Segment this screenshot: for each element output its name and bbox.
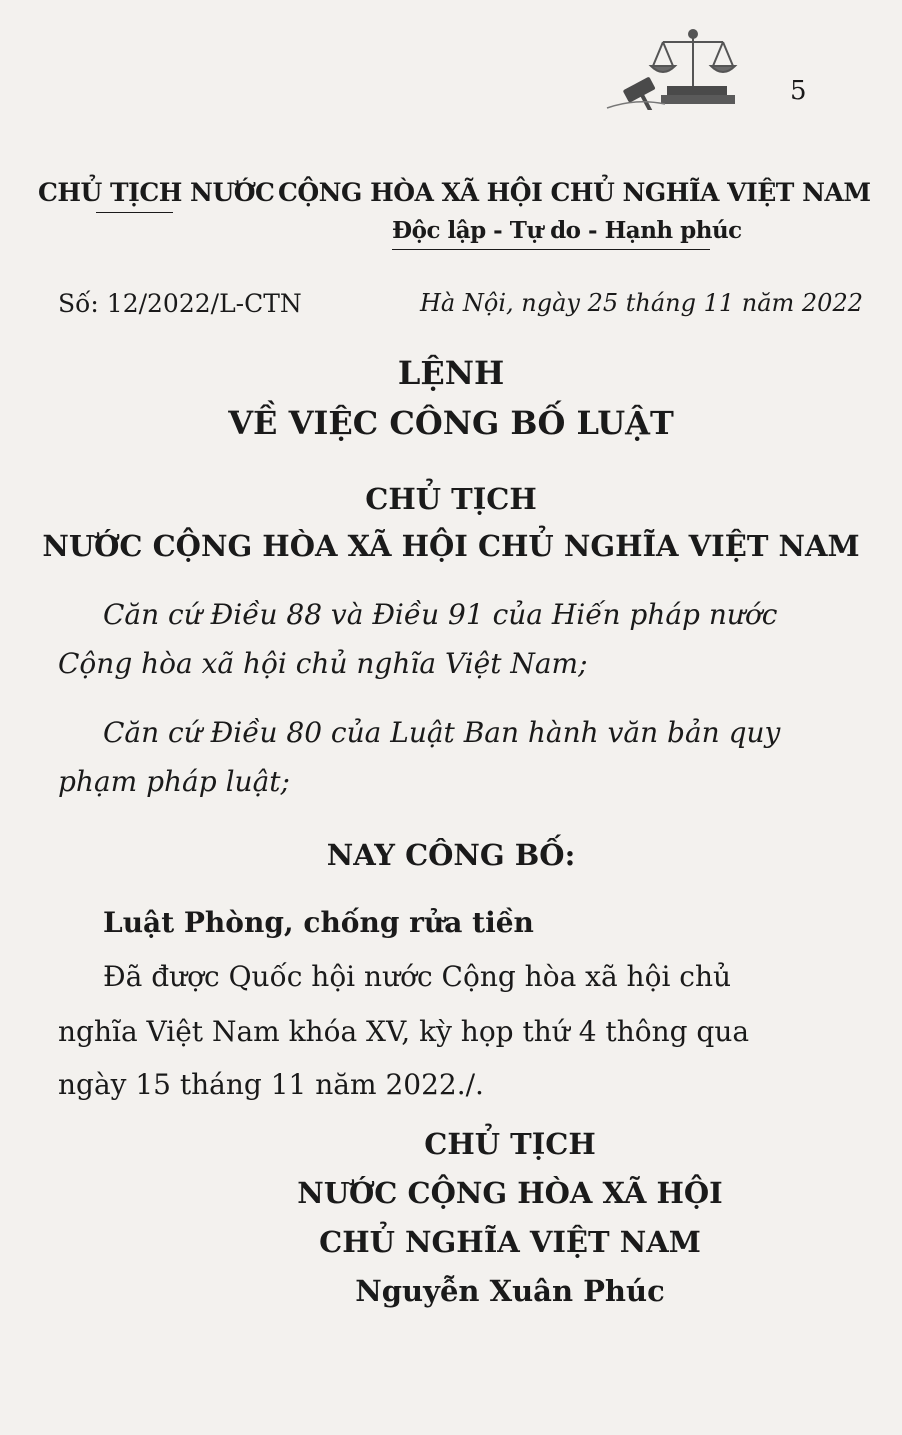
basis-paragraph-1: Căn cứ Điều 88 và Điều 91 của Hiến pháp nước (103, 598, 778, 631)
law-name: Luật Phòng, chống rửa tiền (103, 906, 534, 939)
basis-paragraph-1-cont: Cộng hòa xã hội chủ nghĩa Việt Nam; (58, 647, 588, 680)
national-motto: Độc lập - Tự do - Hạnh phúc (392, 217, 742, 244)
signer-title: CHỦ TỊCH (424, 1127, 596, 1161)
scales-and-gavel-icon (605, 28, 765, 110)
document-type: LỆNH (397, 354, 505, 392)
announcement-heading: NAY CÔNG BỐ: (326, 838, 576, 872)
issuer-nation: NƯỚC CỘNG HÒA XÃ HỘI CHỦ NGHĨA VIỆT NAM (42, 529, 860, 563)
national-title: CỘNG HÒA XÃ HỘI CHỦ NGHĨA VIỆT NAM (278, 178, 871, 207)
passage-line: ngày 15 tháng 11 năm 2022./. (58, 1068, 484, 1101)
document-title: VỀ VIỆC CÔNG BỐ LUẬT (228, 404, 674, 442)
signer-nation: NƯỚC CỘNG HÒA XÃ HỘI (297, 1176, 723, 1210)
issuer-title: CHỦ TỊCH (365, 482, 537, 516)
divider (96, 212, 173, 213)
page-number: 5 (790, 76, 807, 106)
issuing-authority: CHỦ TỊCH NƯỚC (38, 178, 275, 207)
signer-nation-cont: CHỦ NGHĨA VIỆT NAM (319, 1225, 701, 1259)
passage-line: Đã được Quốc hội nước Cộng hòa xã hội chủ (103, 960, 732, 993)
place-and-date: Hà Nội, ngày 25 tháng 11 năm 2022 (420, 289, 863, 317)
document-number: Số: 12/2022/L-CTN (58, 289, 302, 318)
basis-paragraph-2-cont: phạm pháp luật; (58, 765, 290, 798)
signer-name: Nguyễn Xuân Phúc (355, 1274, 665, 1308)
passage-line: nghĩa Việt Nam khóa XV, kỳ họp thứ 4 thông qua (58, 1015, 750, 1048)
basis-paragraph-2: Căn cứ Điều 80 của Luật Ban hành văn bản quy (103, 716, 781, 749)
divider (392, 249, 710, 250)
